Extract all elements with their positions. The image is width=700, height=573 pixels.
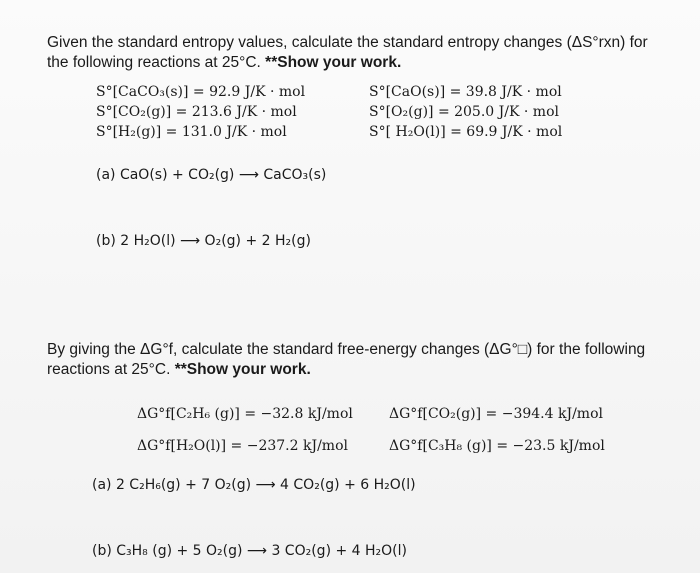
entropy-data-left — [96, 82, 305, 142]
free-energy-value: ΔG°f[H₂O(l)] = −237.2 kJ/mol — [137, 438, 348, 454]
free-energy-value: ΔG°f[CO₂(g)] = −394.4 kJ/mol — [389, 406, 603, 422]
question-1-part-b: (b) 2 H₂O(l) ⟶ O₂(g) + 2 H₂(g) — [96, 233, 311, 249]
question-2-part-b: (b) C₃H₈ (g) + 5 O₂(g) ⟶ 3 CO₂(g) + 4 H₂O(l) — [92, 543, 407, 559]
question-2-prompt — [47, 340, 667, 380]
entropy-value: S°[ H₂O(l)] = 69.9 J/K · mol — [369, 124, 563, 140]
question-1-prompt — [47, 33, 667, 73]
entropy-value: S°[O₂(g)] = 205.0 J/K · mol — [369, 104, 559, 120]
free-energy-data-left — [137, 398, 353, 462]
free-energy-value: ΔG°f[C₂H₆ (g)] = −32.8 kJ/mol — [137, 406, 353, 422]
question-1-part-a: (a) CaO(s) + CO₂(g) ⟶ CaCO₃(s) — [96, 167, 327, 183]
question-1-emphasis: **Show your work. — [265, 54, 402, 71]
free-energy-value: ΔG°f[C₃H₈ (g)] = −23.5 kJ/mol — [389, 438, 605, 454]
question-2-intro: By giving the ΔG°f, calculate the standard free-energy changes (ΔG°□) for the following reactions at 25°C. — [47, 341, 646, 378]
entropy-data-right — [369, 82, 562, 142]
entropy-value: S°[CaCO₃(s)] = 92.9 J/K · mol — [96, 84, 306, 100]
entropy-value: S°[H₂(g)] = 131.0 J/K · mol — [96, 124, 287, 140]
free-energy-data-right — [389, 398, 605, 462]
entropy-value: S°[CaO(s)] = 39.8 J/K · mol — [369, 84, 562, 100]
question-2-emphasis: **Show your work. — [174, 361, 311, 378]
question-2-part-a: (a) 2 C₂H₆(g) + 7 O₂(g) ⟶ 4 CO₂(g) + 6 H₂O(l) — [92, 477, 416, 493]
entropy-value: S°[CO₂(g)] = 213.6 J/K · mol — [96, 104, 297, 120]
question-1-intro: Given the standard entropy values, calculate the standard entropy changes (ΔS°rxn) for the following reactions at 25°C. — [47, 34, 648, 71]
